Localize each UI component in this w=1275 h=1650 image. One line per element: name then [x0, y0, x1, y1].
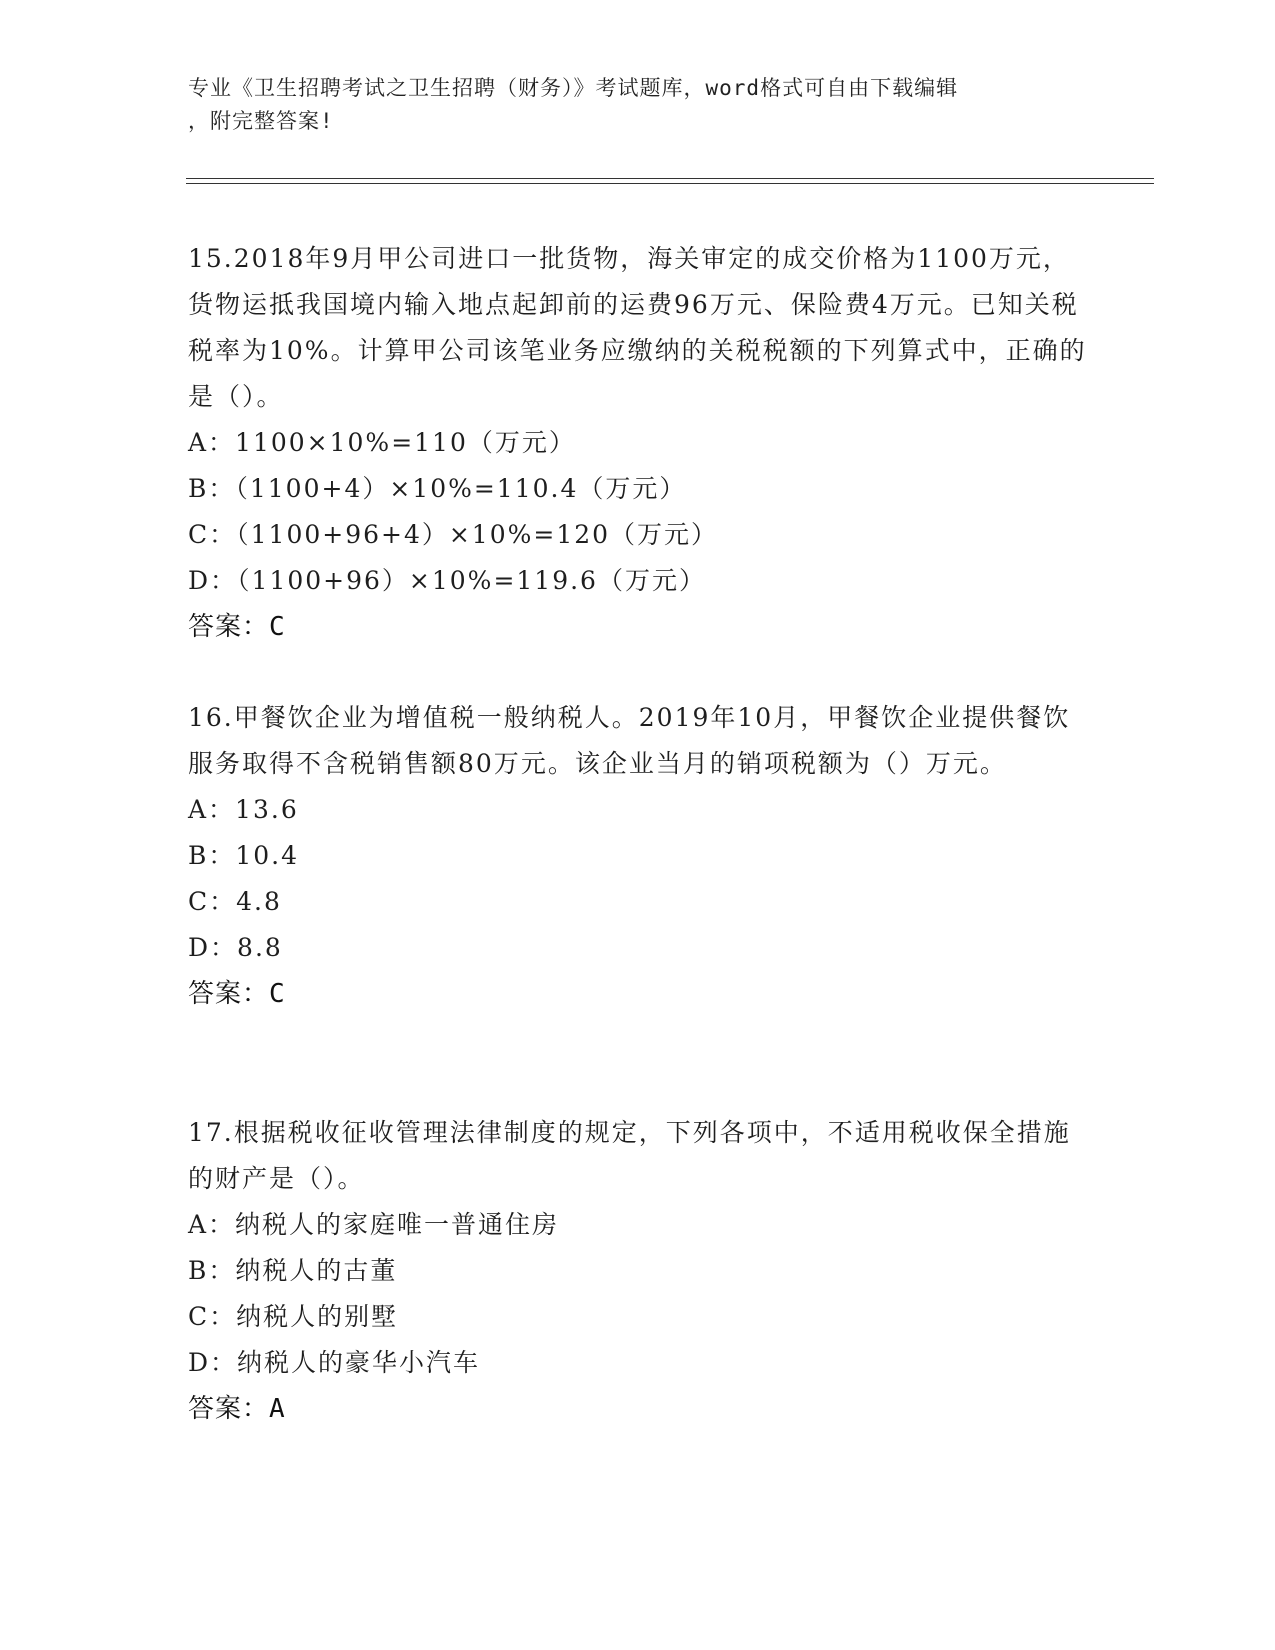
option-c: C：4.8 — [188, 887, 282, 916]
header-divider-bottom — [186, 183, 1154, 184]
option-a: A：1100×10%=110（万元） — [188, 428, 576, 457]
option-b: B：（1100+4）×10%=110.4（万元） — [188, 474, 687, 503]
document-header — [188, 72, 1088, 138]
option-d: D：纳税人的豪华小汽车 — [188, 1348, 481, 1377]
question-stem: 15.2018年9月甲公司进口一批货物，海关审定的成交价格为1100万元，货物运抵我国境内输入地点起卸前的运费96万元、保险费4万元。已知关税税率为10%。计算甲公司该笔业务应缴纳的关税税额的下列算式中，正确的是（）。 — [188, 244, 1087, 411]
answer: 答案：C — [188, 612, 286, 642]
header-divider-top — [186, 178, 1154, 179]
option-d: D：8.8 — [188, 933, 283, 962]
option-d: D：（1100+96）×10%=119.6（万元） — [188, 566, 706, 595]
answer: 答案：C — [188, 979, 286, 1009]
option-a: A：纳税人的家庭唯一普通住房 — [188, 1210, 560, 1239]
header-line-2: ，附完整答案! — [188, 109, 334, 133]
question-stem: 17.根据税收征收管理法律制度的规定，下列各项中，不适用税收保全措施的财产是（）。 — [188, 1118, 1071, 1193]
option-a: A：13.6 — [188, 795, 299, 824]
option-b: B：10.4 — [188, 841, 300, 870]
question-15 — [188, 236, 1088, 650]
option-c: C：纳税人的别墅 — [188, 1302, 399, 1331]
option-c: C：（1100+96+4）×10%=120（万元） — [188, 520, 719, 549]
question-16 — [188, 695, 1088, 1017]
answer: 答案：A — [188, 1394, 286, 1424]
option-b: B：纳税人的古董 — [188, 1256, 398, 1285]
question-17 — [188, 1110, 1088, 1432]
header-line-1: 专业《卫生招聘考试之卫生招聘（财务）》考试题库，word格式可自由下载编辑 — [188, 76, 959, 100]
question-stem: 16.甲餐饮企业为增值税一般纳税人。2019年10月，甲餐饮企业提供餐饮服务取得不含税销售额80万元。该企业当月的销项税额为（）万元。 — [188, 703, 1071, 778]
